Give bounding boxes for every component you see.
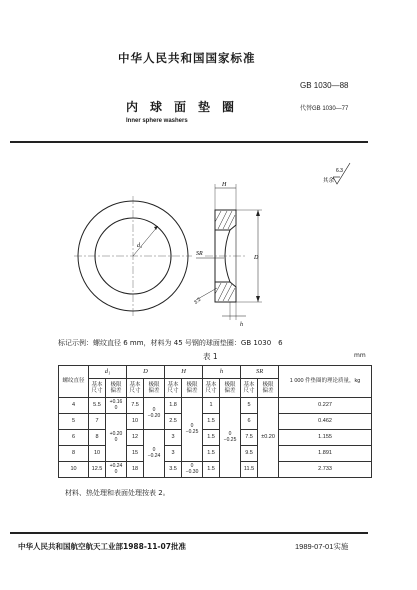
table-row	[59, 430, 372, 446]
implementation-date: 1989-07-01实施	[295, 542, 349, 551]
document-title-english: Inner sphere washers	[126, 118, 188, 124]
cell-h: 1.5	[203, 462, 220, 478]
dimension-label-D: D	[254, 255, 259, 261]
subheader-deviation: 极限 偏差	[182, 379, 203, 398]
cell-d1-tol: +0.20 0	[106, 414, 127, 462]
material-note: 材料、热处理和表面处理按表 2。	[65, 489, 170, 497]
cell-mass: 0.227	[279, 398, 372, 414]
cell-mass: 1.155	[279, 430, 372, 446]
roughness-value: 6.3	[336, 168, 343, 174]
document-title: 内球面垫圈	[126, 100, 247, 114]
roughness-label: 其余	[323, 178, 335, 184]
cell-thread: 10	[59, 462, 89, 478]
footer-rule	[10, 532, 368, 534]
cell-d1-tol: +0.16 0	[106, 398, 127, 414]
replaces-note: 代替GB 1030—77	[300, 106, 349, 112]
cell-H-tol: 0 −0.25	[182, 398, 203, 462]
washer-front-view	[74, 196, 192, 316]
cell-h: 1	[203, 398, 220, 414]
cell-mass: 2.733	[279, 462, 372, 478]
cell-d1: 5.5	[89, 398, 106, 414]
dimension-label-SR: SR	[196, 251, 203, 257]
subheader-base: 基本 尺寸	[127, 379, 144, 398]
cell-SR: 6	[241, 414, 258, 430]
header-thread-diameter: 螺纹直径	[59, 366, 89, 398]
dimension-label-d1: d₁	[137, 243, 143, 249]
cell-h: 1.5	[203, 430, 220, 446]
header-mass: 1 000 件垫圈的理论质量，kg	[279, 366, 372, 398]
cell-h: 1.5	[203, 414, 220, 430]
cell-D: 18	[127, 462, 144, 478]
cell-D: 10	[127, 414, 144, 430]
cell-H: 3.5	[165, 462, 182, 478]
chamfer-label: 3.2	[193, 296, 203, 306]
header-H: H	[165, 366, 203, 379]
table-title: 表 1	[203, 352, 218, 361]
cell-h: 1.5	[203, 446, 220, 462]
header-D: D	[127, 366, 165, 379]
table-row	[59, 398, 372, 414]
table-unit: mm	[354, 352, 366, 359]
cell-H: 3	[165, 446, 182, 462]
dimension-label-h: h	[240, 322, 243, 328]
cell-SR: 9.5	[241, 446, 258, 462]
subheader-base: 基本 尺寸	[89, 379, 106, 398]
cell-H: 1.8	[165, 398, 182, 414]
subheader-base: 基本 尺寸	[241, 379, 258, 398]
cell-SR: 7.5	[241, 430, 258, 446]
cell-d1: 12.5	[89, 462, 106, 478]
cell-mass: 1.891	[279, 446, 372, 462]
cell-d1: 8	[89, 430, 106, 446]
cell-D: 7.5	[127, 398, 144, 414]
cell-thread: 4	[59, 398, 89, 414]
cell-SR: 11.5	[241, 462, 258, 478]
cell-d1-tol: +0.24 0	[106, 462, 127, 478]
approval-issuer: 中华人民共和国航空航天工业部1988-11-07批准	[18, 542, 186, 551]
cell-SR-tol: ±0.20	[258, 398, 279, 478]
header-h: h	[203, 366, 241, 379]
cell-mass: 0.462	[279, 414, 372, 430]
cell-SR: 5	[241, 398, 258, 414]
cell-H: 2.5	[165, 414, 182, 430]
cell-d1: 7	[89, 414, 106, 430]
cell-thread: 8	[59, 446, 89, 462]
header-SR: SR	[241, 366, 279, 379]
cell-D: 15	[127, 446, 144, 462]
marking-example: 标记示例：螺纹直径 6 mm，材料为 45 号钢的球面垫圈：GB 1030 6	[58, 339, 283, 347]
table-row	[59, 446, 372, 462]
washer-section-view	[193, 182, 262, 328]
surface-roughness-symbol	[323, 163, 350, 184]
cell-D: 12	[127, 430, 144, 446]
subheader-deviation: 极限 偏差	[258, 379, 279, 398]
header-rule	[10, 141, 368, 143]
standard-number: GB 1030—88	[300, 81, 349, 90]
cell-H: 3	[165, 430, 182, 446]
standard-org-title: 中华人民共和国国家标准	[118, 51, 256, 65]
subheader-base: 基本 尺寸	[165, 379, 182, 398]
subheader-deviation: 极限 偏差	[144, 379, 165, 398]
subheader-deviation: 极限 偏差	[106, 379, 127, 398]
header-d1: d₁	[89, 366, 127, 379]
table-row	[59, 414, 372, 430]
cell-H-tol: 0 −0.30	[182, 462, 203, 478]
subheader-base: 基本 尺寸	[203, 379, 220, 398]
dimension-label-H: H	[222, 182, 227, 188]
technical-drawing	[0, 150, 417, 340]
subheader-deviation: 极限 偏差	[220, 379, 241, 398]
cell-thread: 5	[59, 414, 89, 430]
washer-spec-table	[58, 365, 372, 478]
table-row	[59, 462, 372, 478]
cell-thread: 6	[59, 430, 89, 446]
cell-h-tol: 0 −0.25	[220, 398, 241, 478]
cell-D-tol: 0 −0.20	[144, 398, 165, 430]
cell-d1: 10	[89, 446, 106, 462]
cell-D-tol: 0 −0.24	[144, 430, 165, 478]
